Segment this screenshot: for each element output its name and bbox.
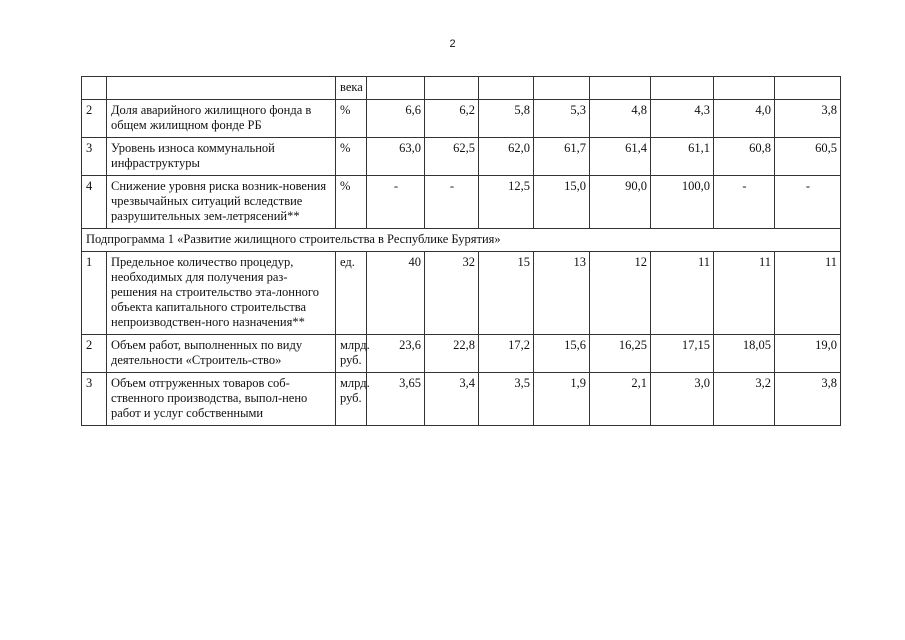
value-cell: 12 bbox=[590, 252, 651, 335]
value-cell: 6,6 bbox=[367, 100, 425, 138]
row-number-cell: 2 bbox=[82, 335, 107, 373]
unit-cell: млрд. руб. bbox=[336, 373, 367, 426]
indicator-name-cell: Предельное количество процедур, необходимых для получения раз-решения на строительство эта-лонного объекта капитального строительства непроизводствен-ного назначения** bbox=[107, 252, 336, 335]
value-cell: 15 bbox=[479, 252, 534, 335]
value-cell: 61,7 bbox=[534, 138, 590, 176]
indicator-name-cell bbox=[107, 77, 336, 100]
value-cell bbox=[590, 77, 651, 100]
value-cell: 11 bbox=[714, 252, 775, 335]
value-cell: - bbox=[714, 176, 775, 229]
indicator-name-cell: Доля аварийного жилищного фонда в общем жилищном фонде РБ bbox=[107, 100, 336, 138]
value-cell: - bbox=[775, 176, 841, 229]
value-cell: 61,4 bbox=[590, 138, 651, 176]
subprogram-title: Подпрограмма 1 «Развитие жилищного строительства в Республике Бурятия» bbox=[82, 229, 841, 252]
indicators-table bbox=[81, 76, 841, 426]
value-cell: 32 bbox=[425, 252, 479, 335]
value-cell: 3,8 bbox=[775, 373, 841, 426]
indicator-name-cell: Объем отгруженных товаров соб-ственного производства, выпол-нено работ и услуг собственными bbox=[107, 373, 336, 426]
table-row bbox=[82, 138, 841, 176]
value-cell: 19,0 bbox=[775, 335, 841, 373]
value-cell: 6,2 bbox=[425, 100, 479, 138]
value-cell bbox=[651, 77, 714, 100]
value-cell: 3,8 bbox=[775, 100, 841, 138]
value-cell bbox=[425, 77, 479, 100]
table-row bbox=[82, 100, 841, 138]
value-cell bbox=[714, 77, 775, 100]
value-cell: 11 bbox=[651, 252, 714, 335]
indicator-name-cell: Снижение уровня риска возник-новения чрезвычайных ситуаций вследствие разрушительных зем-летрясений** bbox=[107, 176, 336, 229]
value-cell: 22,8 bbox=[425, 335, 479, 373]
value-cell: 62,5 bbox=[425, 138, 479, 176]
value-cell: 13 bbox=[534, 252, 590, 335]
unit-cell: % bbox=[336, 176, 367, 229]
value-cell: 62,0 bbox=[479, 138, 534, 176]
unit-cell: % bbox=[336, 138, 367, 176]
unit-cell: ед. bbox=[336, 252, 367, 335]
value-cell: 16,25 bbox=[590, 335, 651, 373]
value-cell bbox=[775, 77, 841, 100]
table-row bbox=[82, 176, 841, 229]
page-number: 2 bbox=[449, 38, 456, 50]
row-number-cell: 3 bbox=[82, 138, 107, 176]
value-cell: 3,2 bbox=[714, 373, 775, 426]
value-cell bbox=[534, 77, 590, 100]
row-number-cell: 3 bbox=[82, 373, 107, 426]
value-cell: 3,65 bbox=[367, 373, 425, 426]
value-cell: 15,6 bbox=[534, 335, 590, 373]
unit-cell: века bbox=[336, 77, 367, 100]
indicator-name-cell: Объем работ, выполненных по виду деятельности «Строитель-ство» bbox=[107, 335, 336, 373]
row-number-cell: 2 bbox=[82, 100, 107, 138]
unit-cell: % bbox=[336, 100, 367, 138]
value-cell: 12,5 bbox=[479, 176, 534, 229]
value-cell: 1,9 bbox=[534, 373, 590, 426]
value-cell: 61,1 bbox=[651, 138, 714, 176]
value-cell: 60,5 bbox=[775, 138, 841, 176]
value-cell: - bbox=[425, 176, 479, 229]
table-row bbox=[82, 373, 841, 426]
subprogram-header-row bbox=[82, 229, 841, 252]
value-cell: 17,2 bbox=[479, 335, 534, 373]
value-cell: 60,8 bbox=[714, 138, 775, 176]
row-number-cell bbox=[82, 77, 107, 100]
value-cell: 4,0 bbox=[714, 100, 775, 138]
value-cell: 17,15 bbox=[651, 335, 714, 373]
value-cell: 15,0 bbox=[534, 176, 590, 229]
table-row bbox=[82, 335, 841, 373]
table-row bbox=[82, 77, 841, 100]
value-cell: 3,5 bbox=[479, 373, 534, 426]
value-cell: 18,05 bbox=[714, 335, 775, 373]
value-cell: 63,0 bbox=[367, 138, 425, 176]
value-cell bbox=[479, 77, 534, 100]
value-cell: 23,6 bbox=[367, 335, 425, 373]
value-cell: - bbox=[367, 176, 425, 229]
value-cell: 3,0 bbox=[651, 373, 714, 426]
table-row bbox=[82, 252, 841, 335]
value-cell: 11 bbox=[775, 252, 841, 335]
value-cell bbox=[367, 77, 425, 100]
value-cell: 4,8 bbox=[590, 100, 651, 138]
value-cell: 40 bbox=[367, 252, 425, 335]
unit-cell: млрд. руб. bbox=[336, 335, 367, 373]
value-cell: 5,3 bbox=[534, 100, 590, 138]
value-cell: 4,3 bbox=[651, 100, 714, 138]
value-cell: 90,0 bbox=[590, 176, 651, 229]
value-cell: 5,8 bbox=[479, 100, 534, 138]
value-cell: 2,1 bbox=[590, 373, 651, 426]
value-cell: 100,0 bbox=[651, 176, 714, 229]
row-number-cell: 4 bbox=[82, 176, 107, 229]
indicator-name-cell: Уровень износа коммунальной инфраструктуры bbox=[107, 138, 336, 176]
row-number-cell: 1 bbox=[82, 252, 107, 335]
value-cell: 3,4 bbox=[425, 373, 479, 426]
